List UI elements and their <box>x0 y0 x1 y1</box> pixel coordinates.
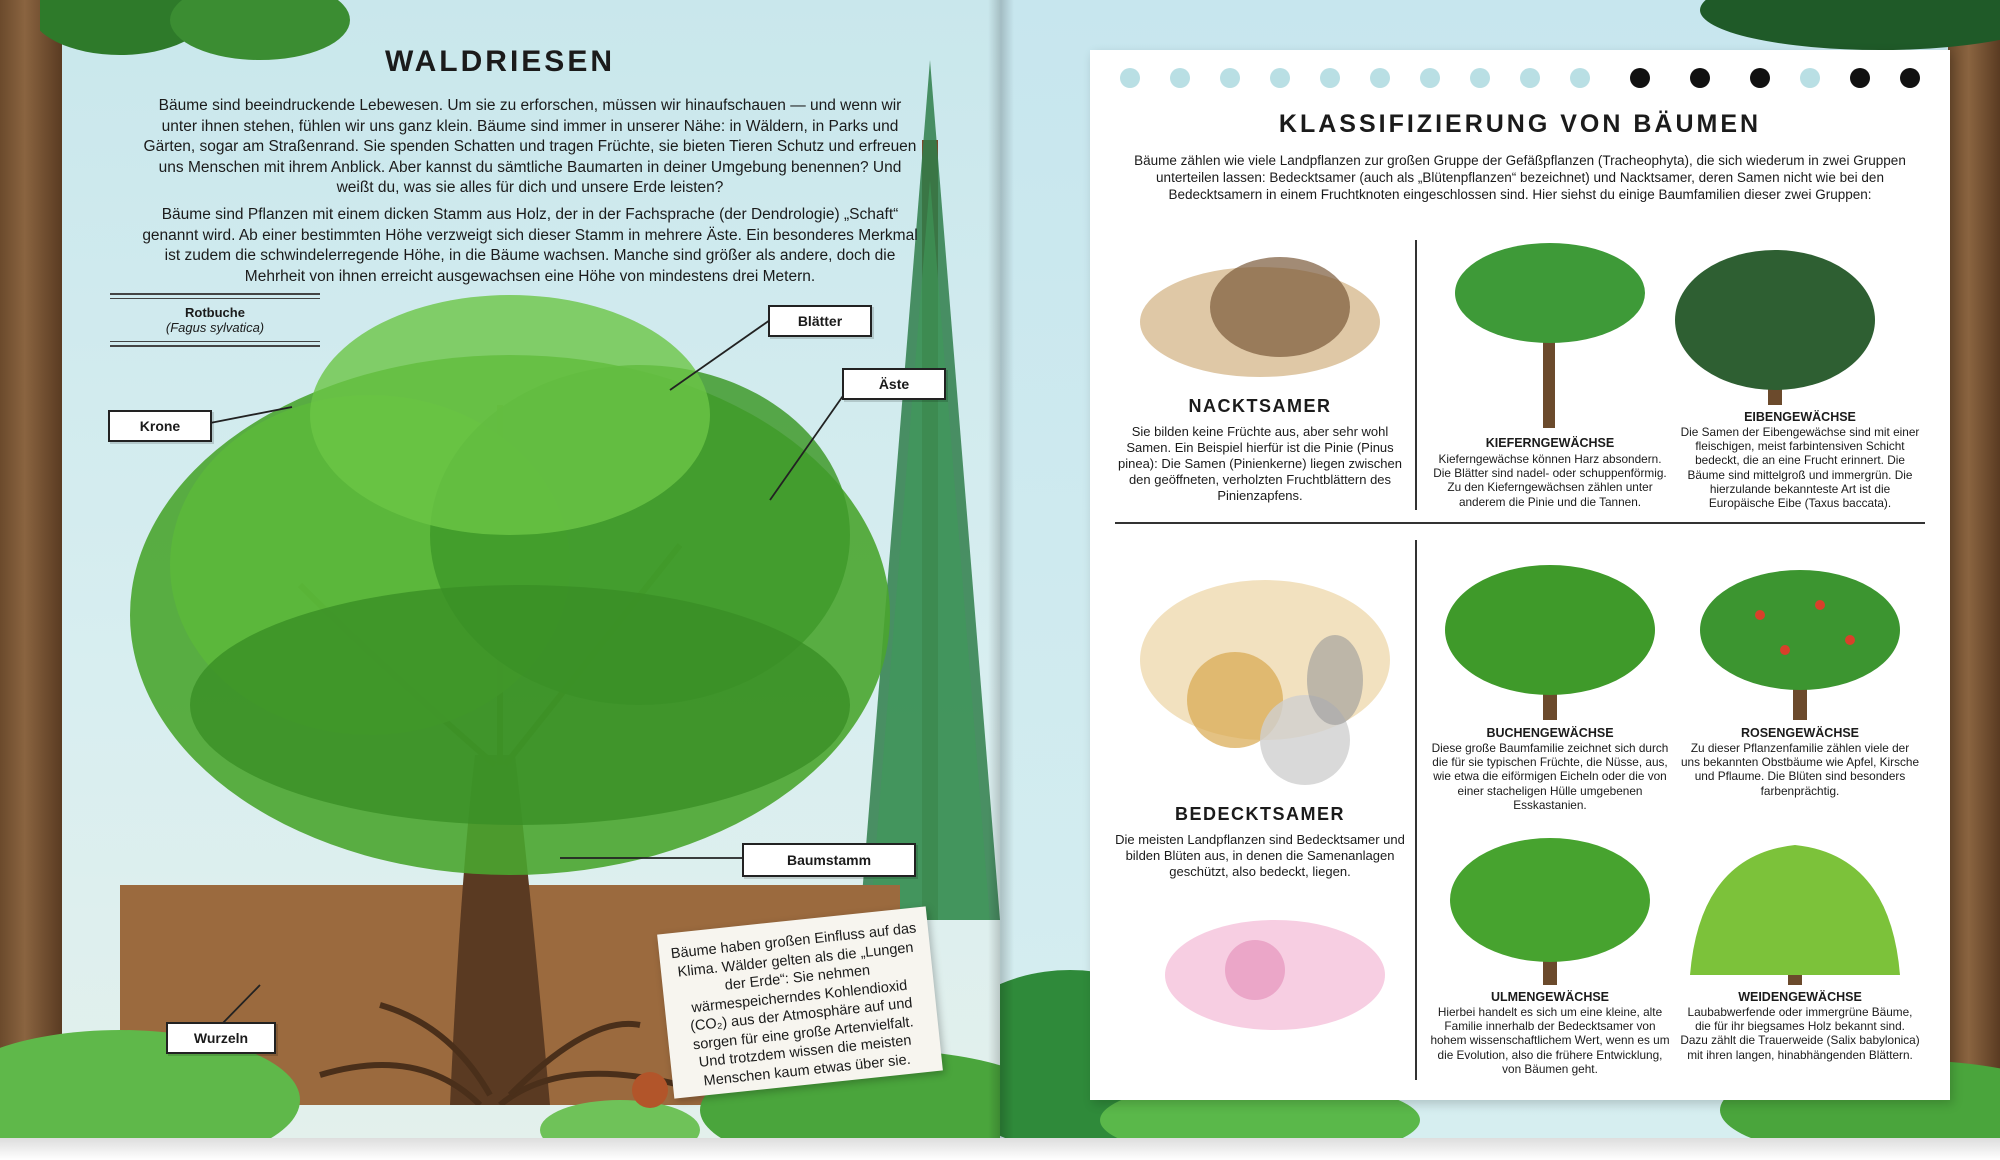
divider-vertical-top <box>1415 240 1417 510</box>
sheet-hole <box>1630 68 1650 88</box>
label-baumstamm: Baumstamm <box>742 843 916 877</box>
family-title-rosengewaechse: ROSENGEWÄCHSE <box>1740 726 1860 740</box>
sheet-hole <box>1520 68 1540 88</box>
sheet-hole <box>1470 68 1490 88</box>
climate-note-card <box>657 906 943 1098</box>
beech-family-tree-illustration <box>1440 560 1660 720</box>
sheet-hole <box>1420 68 1440 88</box>
sheet-hole <box>1850 68 1870 88</box>
family-text-weidengewaechse: Laubabwerfende oder immergrüne Bäume, die für ihr biegsames Holz bekannt sind. Dazu zählt die Trauerweide (Salix babylonica) mit ihren langen, hinabhängenden Blättern. <box>1680 1005 1920 1062</box>
label-krone: Krone <box>108 410 212 442</box>
blossom-illustration <box>1125 895 1395 1045</box>
family-title-kieferngewaechse: KIEFERNGEWÄCHSE <box>1485 436 1615 450</box>
family-title-weidengewaechse: WEIDENGEWÄCHSE <box>1738 990 1862 1004</box>
family-title-ulmengewaechse: ULMENGEWÄCHSE <box>1490 990 1610 1004</box>
family-text-buchengewaechse: Diese große Baumfamilie zeichnet sich durch die für sie typischen Früchte, die Nüsse, aus, wie etwa die eiförmigen Eicheln oder die von einer stacheligen Hülle umgebenen Esskastanien. <box>1431 741 1669 812</box>
divider-horizontal <box>1115 522 1925 524</box>
family-title-buchengewaechse: BUCHENGEWÄCHSE <box>1486 726 1614 740</box>
label-blaetter: Blätter <box>768 305 872 337</box>
book-bottom-edge <box>0 1138 2000 1160</box>
pine-cone-illustration <box>1130 232 1390 392</box>
sheet-hole <box>1320 68 1340 88</box>
sheet-hole <box>1800 68 1820 88</box>
sheet-hole <box>1220 68 1240 88</box>
sheet-hole <box>1750 68 1770 88</box>
left-intro-paragraph-1: Bäume sind beeindruckende Lebewesen. Um sie zu erforschen, müssen wir hinaufschauen — und wenn wir unter ihnen stehen, fühlen wir uns ganz klein. Bäume sind immer in unserer Nähe: in Wäldern, in Parks und Gärten, sogar am Straßenrand. Sie spenden Schatten und tragen Früchte, sie bieten Tieren Schutz und erfreuen uns Menschen mit ihrem Anblick. Aber kannst du sämtliche Baumarten in deiner Umgebung benennen? Und weißt du, was sie alles für dich und unsere Erde leisten? <box>143 97 917 196</box>
family-text-ulmengewaechse: Hierbei handelt es sich um eine kleine, alte Familie innerhalb der Bedecktsamer von hohem wissenschaftlichem Wert, wenn es um die Evolution, also die frühere Entwicklung, von Bäumen geht. <box>1430 1005 1670 1076</box>
willow-tree-illustration <box>1680 835 1910 985</box>
yew-tree-illustration <box>1670 235 1880 405</box>
sheet-hole <box>1900 68 1920 88</box>
family-text-rosengewaechse: Zu dieser Pflanzenfamilie zählen viele der uns bekannten Obstbäume wie Apfel, Kirsche und Pflaume. Die Blüten sind besonders farbenprächtig. <box>1680 741 1920 798</box>
bedecktsamer-title: BEDECKTSAMER <box>1174 804 1345 824</box>
pine-tree-illustration <box>1450 238 1650 428</box>
species-name: Rotbuche <box>185 305 245 320</box>
left-intro-paragraph-2: Bäume sind Pflanzen mit einem dicken Stamm aus Holz, der in der Fachsprache (der Dendrologie) „Schaft“ genannt wird. Ab einer bestimmten Höhe verzweigt sich dieser Stamm in mehrere Äste. Ein besonderes Merkmal ist zudem die schwindelerregende Höhe, in die Bäume wachsen. Manche sind größer als andere, doch die Mehrheit von ihnen erreicht ausgewachsen eine Höhe von mindestens drei Metern. <box>142 206 918 285</box>
left-page <box>0 0 1000 1140</box>
rose-family-tree-illustration <box>1690 565 1910 720</box>
species-latin-name: (Fagus sylvatica) <box>165 320 265 335</box>
book-gutter <box>988 0 1014 1140</box>
fruit-illustration <box>1125 540 1395 790</box>
sheet-hole <box>1570 68 1590 88</box>
label-aeste: Äste <box>842 368 946 400</box>
sheet-hole <box>1170 68 1190 88</box>
sheet-hole <box>1120 68 1140 88</box>
sheet-hole <box>1370 68 1390 88</box>
left-page-title: WALDRIESEN <box>384 45 615 78</box>
nacktsamer-title: NACKTSAMER <box>1188 396 1332 416</box>
family-title-eibengewaechse: EIBENGEWÄCHSE <box>1744 410 1856 424</box>
right-page-title: KLASSIFIZIERUNG VON BÄUMEN <box>1278 110 1762 138</box>
sheet-hole <box>1690 68 1710 88</box>
label-wurzeln: Wurzeln <box>166 1022 276 1054</box>
bedecktsamer-text: Die meisten Landpflanzen sind Bedecktsamer und bilden Blüten aus, in denen die Samenanlagen geschützt, also bedeckt, liegen. <box>1115 832 1405 879</box>
elm-tree-illustration <box>1440 835 1660 985</box>
divider-vertical-bottom <box>1415 540 1417 1080</box>
climate-note-text: Bäume haben großen Einfluss auf das Klima. Wälder gelten als die „Lungen der Erde“: Sie nehmen wärmespeicherndes Kohlendioxid (CO₂) aus der Atmosphäre auf und sorgen für eine große Artenvielfalt. Und trotzdem wissen die meisten Menschen kaum etwas über sie. <box>670 920 918 1089</box>
sheet-hole <box>1270 68 1290 88</box>
family-text-kieferngewaechse: Kieferngewächse können Harz absondern. Die Blätter sind nadel- oder schuppenförmig. Zu den Kieferngewächsen zählen unter anderem die Pinie und die Tannen. <box>1433 452 1667 509</box>
family-text-eibengewaechse: Die Samen der Eibengewächse sind mit einer fleischigen, meist farbintensiven Schicht bedeckt, die an eine Frucht erinnert. Die Bäume sind mittelgroß und immergrün. Die hierzulande bekannteste Art ist die Europäische Eibe (Taxus baccata). <box>1680 425 1920 511</box>
right-intro-paragraph: Bäume zählen wie viele Landpflanzen zur großen Gruppe der Gefäßpflanzen (Tracheophyta), die sich wiederum in zwei Gruppen unterteilen lassen: Bedecktsamer (auch als „Blütenpflanzen“ bezeichnet) und Nacktsamer, deren Samen nicht wie bei den Bedecktsamern in einem Fruchtknoten eingeschlossen sind. Hier siehst du einige Baumfamilien dieser zwei Gruppen: <box>1134 153 1906 202</box>
nacktsamer-text: Sie bilden keine Früchte aus, aber sehr wohl Samen. Ein Beispiel hierfür ist die Pinie (Pinus pinea): Die Samen (Pinienkerne) liegen zwischen den geöffneten, verholzten Fruchtblättern des Pinienzapfens. <box>1118 424 1402 503</box>
